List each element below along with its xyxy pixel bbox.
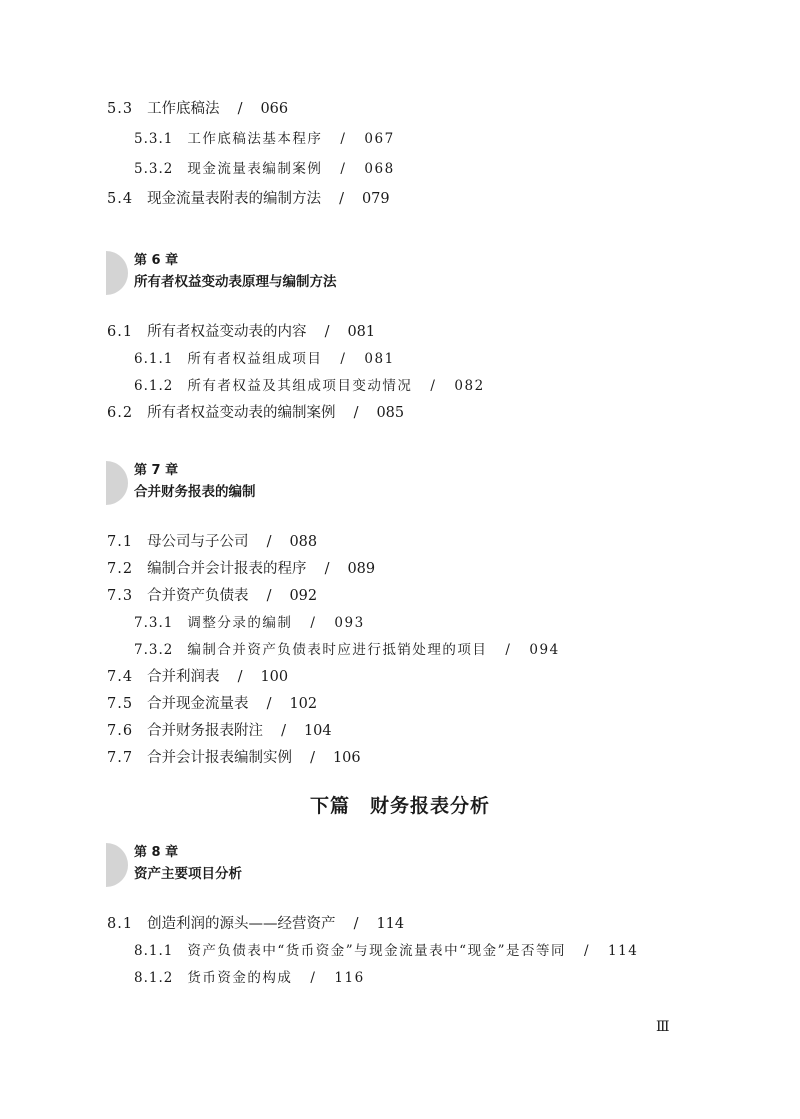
page-ref: 092 bbox=[289, 588, 318, 604]
separator: / bbox=[430, 378, 437, 394]
section-title: 合并现金流量表 bbox=[147, 696, 249, 712]
page-ref: 114 bbox=[376, 916, 405, 932]
section-title: 合并财务报表附注 bbox=[147, 723, 264, 739]
separator: / bbox=[340, 131, 347, 147]
section-number: 7.4 bbox=[107, 669, 134, 685]
separator: / bbox=[324, 324, 330, 340]
page-ref: 102 bbox=[289, 696, 318, 712]
page-ref: 104 bbox=[303, 723, 332, 739]
separator: / bbox=[266, 696, 272, 712]
page-ref: 089 bbox=[347, 561, 376, 577]
separator: / bbox=[340, 351, 347, 367]
toc-entry[interactable] bbox=[107, 667, 288, 687]
separator: / bbox=[340, 161, 347, 177]
separator: / bbox=[353, 405, 359, 421]
separator: / bbox=[353, 916, 359, 932]
section-title: 创造利润的源头——经营资产 bbox=[147, 916, 336, 932]
section-title: 资产负债表中“货币资金”与现金流量表中“现金”是否等同 bbox=[187, 943, 566, 959]
toc-entry[interactable] bbox=[134, 941, 638, 961]
section-number: 7.1 bbox=[107, 534, 134, 550]
page-ref: 085 bbox=[376, 405, 405, 421]
section-number: 7.5 bbox=[107, 696, 134, 712]
separator: / bbox=[339, 191, 344, 207]
chapter-marker bbox=[106, 251, 128, 295]
section-number: 8.1.2 bbox=[134, 970, 174, 986]
toc-entry[interactable] bbox=[134, 968, 365, 988]
toc-entry[interactable] bbox=[107, 721, 332, 741]
section-title: 所有者权益变动表的编制案例 bbox=[147, 405, 336, 421]
section-number: 5.3.2 bbox=[134, 161, 174, 177]
chapter-number: 第 8 章 bbox=[134, 845, 179, 860]
section-title: 母公司与子公司 bbox=[147, 534, 249, 550]
separator: / bbox=[266, 588, 272, 604]
chapter-number: 第 6 章 bbox=[134, 253, 179, 268]
toc-entry[interactable] bbox=[134, 349, 395, 369]
page-ref: 079 bbox=[361, 191, 390, 207]
section-number: 6.1 bbox=[107, 324, 134, 340]
section-number: 5.3.1 bbox=[134, 131, 174, 147]
section-number: 7.7 bbox=[107, 750, 134, 766]
chapter-title: 合并财务报表的编制 bbox=[134, 484, 256, 500]
section-number: 6.1.2 bbox=[134, 378, 174, 394]
section-number: 7.3.2 bbox=[134, 642, 174, 658]
toc-entry[interactable] bbox=[107, 748, 361, 768]
separator: / bbox=[237, 101, 243, 117]
section-number: 5.3 bbox=[107, 101, 134, 117]
toc-entry[interactable] bbox=[134, 159, 395, 179]
page-ref: 081 bbox=[347, 324, 376, 340]
toc-entry[interactable] bbox=[107, 189, 390, 209]
chapter-header bbox=[106, 843, 506, 887]
toc-entry[interactable] bbox=[134, 129, 395, 149]
separator: / bbox=[324, 561, 330, 577]
toc-entry[interactable] bbox=[107, 99, 288, 119]
page-ref: 068 bbox=[364, 161, 395, 177]
section-title: 工作底稿法 bbox=[147, 101, 220, 117]
section-title: 编制合并资产负债表时应进行抵销处理的项目 bbox=[187, 642, 488, 658]
toc-entry[interactable] bbox=[107, 322, 375, 342]
section-number: 7.3.1 bbox=[134, 615, 174, 631]
page-ref: 116 bbox=[334, 970, 365, 986]
section-title: 调整分录的编制 bbox=[187, 615, 293, 631]
chapter-header bbox=[106, 461, 506, 505]
toc-entry[interactable] bbox=[107, 532, 317, 552]
toc-entry[interactable] bbox=[134, 613, 365, 633]
page-ref: 094 bbox=[529, 642, 560, 658]
toc-entry[interactable] bbox=[107, 694, 317, 714]
part-title: 下篇 财务报表分析 bbox=[309, 795, 490, 817]
section-number: 8.1.1 bbox=[134, 943, 174, 959]
chapter-title: 所有者权益变动表原理与编制方法 bbox=[134, 274, 337, 290]
page-ref: 088 bbox=[289, 534, 318, 550]
section-title: 现金流量表编制案例 bbox=[187, 161, 323, 177]
section-title: 所有者权益及其组成项目变动情况 bbox=[187, 378, 413, 394]
section-title: 合并资产负债表 bbox=[147, 588, 249, 604]
separator: / bbox=[310, 970, 317, 986]
section-title: 所有者权益变动表的内容 bbox=[147, 324, 307, 340]
chapter-number: 第 7 章 bbox=[134, 463, 179, 478]
section-title: 货币资金的构成 bbox=[187, 970, 293, 986]
section-title: 合并利润表 bbox=[147, 669, 220, 685]
page-ref: 106 bbox=[332, 750, 361, 766]
page-ref: 100 bbox=[260, 669, 289, 685]
separator: / bbox=[237, 669, 243, 685]
toc-entry[interactable] bbox=[107, 586, 317, 606]
toc-entry[interactable] bbox=[107, 403, 404, 423]
separator: / bbox=[310, 750, 315, 766]
separator: / bbox=[310, 615, 317, 631]
section-number: 8.1 bbox=[107, 916, 134, 932]
page-ref: 093 bbox=[334, 615, 365, 631]
section-title: 现金流量表附表的编制方法 bbox=[147, 191, 322, 207]
separator: / bbox=[505, 642, 512, 658]
page-ref: 114 bbox=[608, 943, 639, 959]
chapter-header bbox=[106, 251, 506, 295]
chapter-marker bbox=[106, 843, 128, 887]
toc-entry[interactable] bbox=[107, 559, 375, 579]
page-number: Ⅲ bbox=[656, 1019, 670, 1035]
section-title: 所有者权益组成项目 bbox=[187, 351, 323, 367]
section-number: 6.2 bbox=[107, 405, 134, 421]
toc-entry[interactable] bbox=[134, 640, 560, 660]
section-number: 7.3 bbox=[107, 588, 134, 604]
separator: / bbox=[583, 943, 591, 959]
toc-entry[interactable] bbox=[134, 376, 485, 396]
separator: / bbox=[266, 534, 272, 550]
chapter-marker bbox=[106, 461, 128, 505]
page-ref: 067 bbox=[364, 131, 395, 147]
separator: / bbox=[281, 723, 286, 739]
toc-entry[interactable] bbox=[107, 914, 404, 934]
section-title: 合并会计报表编制实例 bbox=[147, 750, 293, 766]
section-number: 6.1.1 bbox=[134, 351, 174, 367]
section-number: 5.4 bbox=[107, 191, 134, 207]
section-title: 工作底稿法基本程序 bbox=[187, 131, 323, 147]
section-number: 7.2 bbox=[107, 561, 134, 577]
page-ref: 082 bbox=[454, 378, 485, 394]
page-ref: 081 bbox=[364, 351, 395, 367]
section-title: 编制合并会计报表的程序 bbox=[147, 561, 307, 577]
section-number: 7.6 bbox=[107, 723, 134, 739]
chapter-title: 资产主要项目分析 bbox=[134, 866, 242, 882]
page-ref: 066 bbox=[260, 101, 289, 117]
